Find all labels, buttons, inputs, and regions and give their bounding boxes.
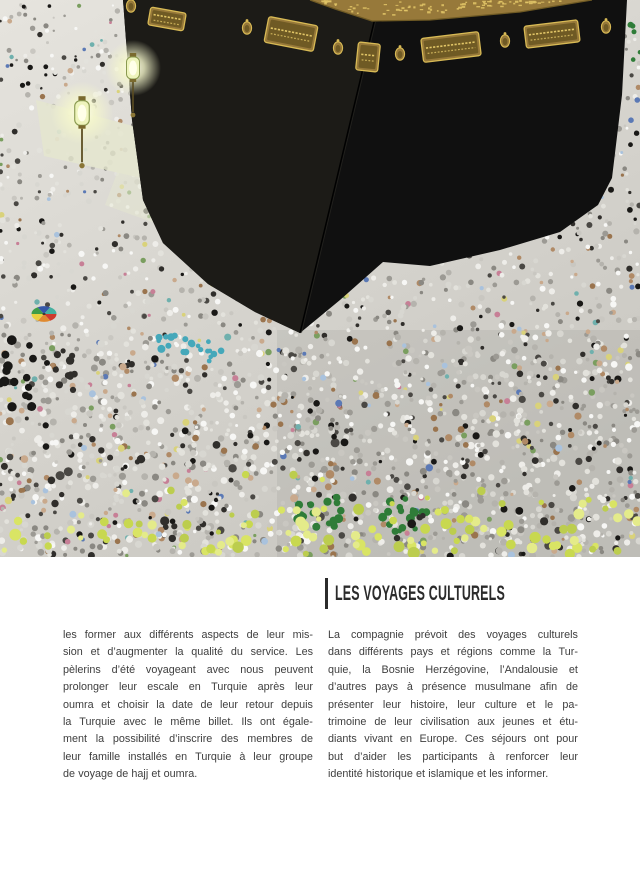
text-line: la Turquie avec le même billet. Ils ont égale- <box>63 715 313 728</box>
gold-cartouche <box>356 42 381 72</box>
section-title: LES VOYAGES CULTURELS <box>335 581 505 605</box>
text-line: de voyage de hajj et oumra. <box>63 768 198 781</box>
text-line: La compagnie prévoit des voyages culturels <box>328 629 578 641</box>
text-line: but d’aider les participants à renforcer leur <box>328 750 578 763</box>
text-line: ment la possibilité d’inscrire des membres de <box>63 733 313 746</box>
text-line: sion et d’augmenter la qualité du service. Les <box>63 646 313 659</box>
text-line: les former aux différents aspects de leur mis- <box>63 629 313 641</box>
heading-accent-bar <box>325 578 328 609</box>
rainbow-umbrella <box>32 306 57 321</box>
section-heading <box>325 578 628 609</box>
text-line: dans différents pays et régions comme la Tur- <box>328 646 578 659</box>
text-line: identité historique et islamique et les informer. <box>328 768 549 781</box>
body-text-right-column <box>328 629 578 786</box>
text-line: quie, la Bosnie Herzégovine, l’Andalousie et <box>328 663 578 676</box>
text-line: oumra et choisir la date de leur retour depuis <box>63 698 313 711</box>
text-line: présenter leur histoire, leur culture et le pa- <box>328 698 578 711</box>
text-line: leur famille installés en Turquie à leur groupe <box>63 750 313 763</box>
text-line: trimoine de leur civilisation aux jeunes et étu- <box>328 715 578 728</box>
text-line: d’autres pays à présence musulmane afin de <box>328 681 578 694</box>
text-line: pèlerins d’été voyageant avec nous peuvent <box>63 663 313 676</box>
body-text-left-column <box>63 629 313 786</box>
text-line: prolonger leur escale en Turquie après leur <box>63 681 313 694</box>
gold-medallion <box>126 0 135 12</box>
text-line: diants vivant en Europe. Ces séjours ont pour <box>328 733 578 746</box>
